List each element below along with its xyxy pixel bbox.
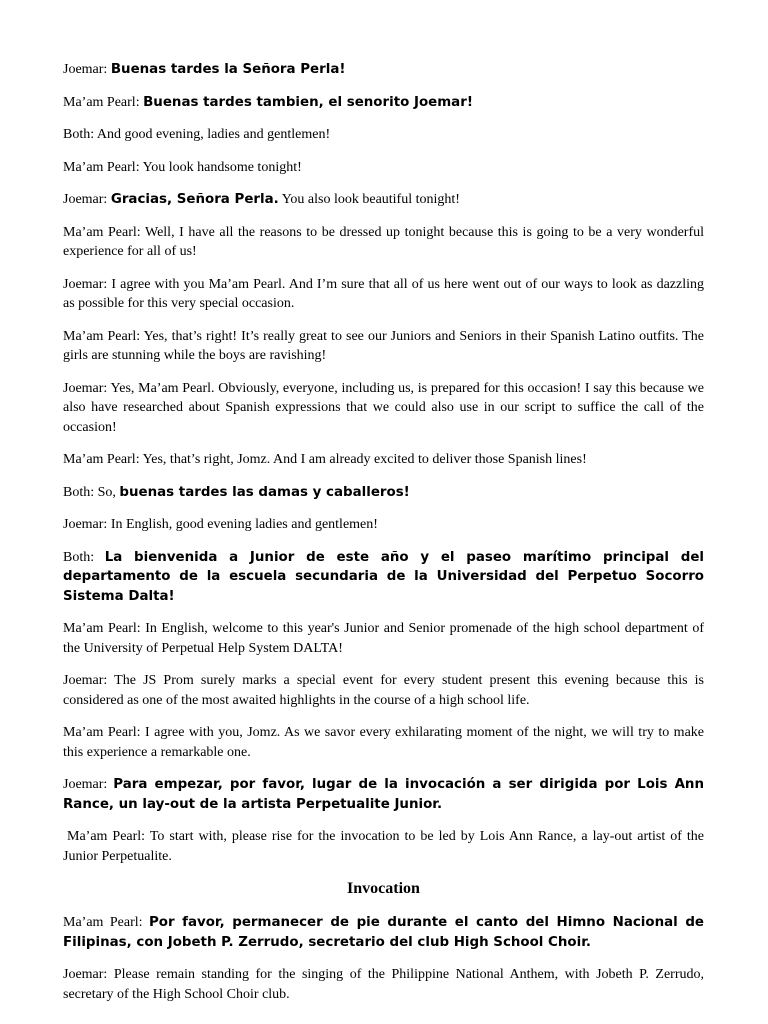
dialogue-text: Ma’am Pearl: To start with, please rise for the invocation to be led by Lois Ann Rance, a lay-out artist of the Junior Perpetualite. bbox=[63, 829, 704, 864]
dialogue-text: Ma’am Pearl: bbox=[63, 94, 144, 110]
dialogue-text: Joemar: The JS Prom surely marks a special event for every student present this evening because this is considered as one of the most awaited highlights in the course of a high school life. bbox=[63, 673, 704, 708]
dialogue-paragraph bbox=[63, 913, 704, 952]
spanish-line: La bienvenida a Junior de este año y el paseo marítimo principal del departamento de la escuela secundaria de la Universidad del Perpetuo Socorro Sistema Dalta! bbox=[63, 549, 704, 604]
dialogue-text: Both: And good evening, ladies and gentlemen! bbox=[63, 127, 331, 142]
dialogue-text: Joemar: Please remain standing for the singing of the Philippine National Anthem, with Jobeth P. Zerrudo, secretary of the High School Choir club. bbox=[63, 967, 704, 1002]
dialogue-paragraph bbox=[63, 125, 704, 145]
dialogue-paragraph bbox=[63, 723, 704, 762]
spanish-line: Por favor, permanecer de pie durante el canto del Himno Nacional de Filipinas, con Jobeth P. Zerrudo, secretario del club High School Choir. bbox=[63, 915, 704, 950]
dialogue-text: Ma’am Pearl: You look handsome tonight! bbox=[63, 159, 302, 175]
spanish-line: buenas tardes las damas y caballeros! bbox=[119, 484, 410, 500]
dialogue-text: Both: So, bbox=[63, 484, 120, 500]
dialogue-paragraph bbox=[63, 775, 704, 814]
spanish-line: Gracias, Señora Perla. bbox=[110, 192, 279, 207]
dialogue-paragraph bbox=[63, 93, 704, 113]
dialogue-paragraph bbox=[63, 671, 704, 710]
dialogue-paragraph bbox=[63, 450, 704, 470]
dialogue-paragraph bbox=[63, 223, 704, 262]
dialogue-paragraph bbox=[63, 158, 704, 178]
dialogue-text: Joemar: In English, good evening ladies and gentlemen! bbox=[63, 517, 378, 532]
dialogue-text: Joemar: Yes, Ma’am Pearl. Obviously, everyone, including us, is prepared for this occasion! I say this because we also have researched about Spanish expressions that we could also use in our script to suffice the call of the occasion! bbox=[63, 380, 704, 435]
dialogue-text: Ma’am Pearl: Well, I have all the reasons to be dressed up tonight because this is going to be a very wonderful experience for all of us! bbox=[63, 224, 704, 259]
dialogue-text: Ma’am Pearl: Yes, that’s right, Jomz. And I am already excited to deliver those Spanish lines! bbox=[63, 452, 587, 467]
dialogue-text: Ma’am Pearl: Yes, that’s right! It’s really great to see our Juniors and Seniors in their Spanish Latino outfits. The girls are stunning while the boys are ravishing! bbox=[63, 328, 704, 363]
dialogue-text: Joemar: bbox=[63, 192, 111, 207]
dialogue-text: Joemar: bbox=[63, 62, 111, 77]
dialogue-text: Ma’am Pearl: In English, welcome to this year's Junior and Senior promenade of the high school department of the University of Perpetual Help System DALTA! bbox=[63, 621, 704, 656]
dialogue-paragraph bbox=[63, 827, 704, 866]
dialogue-paragraph bbox=[63, 60, 704, 80]
dialogue-paragraph bbox=[63, 619, 704, 658]
dialogue-paragraph bbox=[63, 275, 704, 314]
spanish-line: Para empezar, por favor, lugar de la invocación a ser dirigida por Lois Ann Rance, un lay-out de la artista Perpetualite Junior. bbox=[63, 777, 704, 812]
spanish-line: Buenas tardes la Señora Perla! bbox=[110, 62, 346, 77]
dialogue-paragraph bbox=[63, 190, 704, 210]
dialogue-text: Ma’am Pearl: bbox=[63, 915, 149, 930]
dialogue-text: Both: bbox=[63, 549, 105, 565]
dialogue-text: You also look beautiful tonight! bbox=[278, 192, 460, 207]
dialogue-paragraph bbox=[63, 548, 704, 607]
dialogue-paragraph bbox=[63, 483, 704, 503]
dialogue-paragraph bbox=[63, 515, 704, 535]
spanish-line: Invocation bbox=[347, 880, 420, 897]
dialogue-text: Ma’am Pearl: I agree with you, Jomz. As we savor every exhilarating moment of the night, we will try to make this experience a remarkable one. bbox=[63, 725, 704, 760]
dialogue-text: Joemar: I agree with you Ma’am Pearl. And I’m sure that all of us here went out of our ways to look as dazzling as possible for this very special occasion. bbox=[63, 276, 704, 311]
dialogue-text: Joemar: bbox=[63, 777, 114, 792]
section-heading bbox=[63, 879, 704, 899]
dialogue-paragraph bbox=[63, 327, 704, 366]
spanish-line: Buenas tardes tambien, el senorito Joemar! bbox=[143, 94, 473, 110]
dialogue-paragraph bbox=[63, 965, 704, 1004]
script-document bbox=[63, 60, 704, 1017]
dialogue-paragraph bbox=[63, 379, 704, 438]
